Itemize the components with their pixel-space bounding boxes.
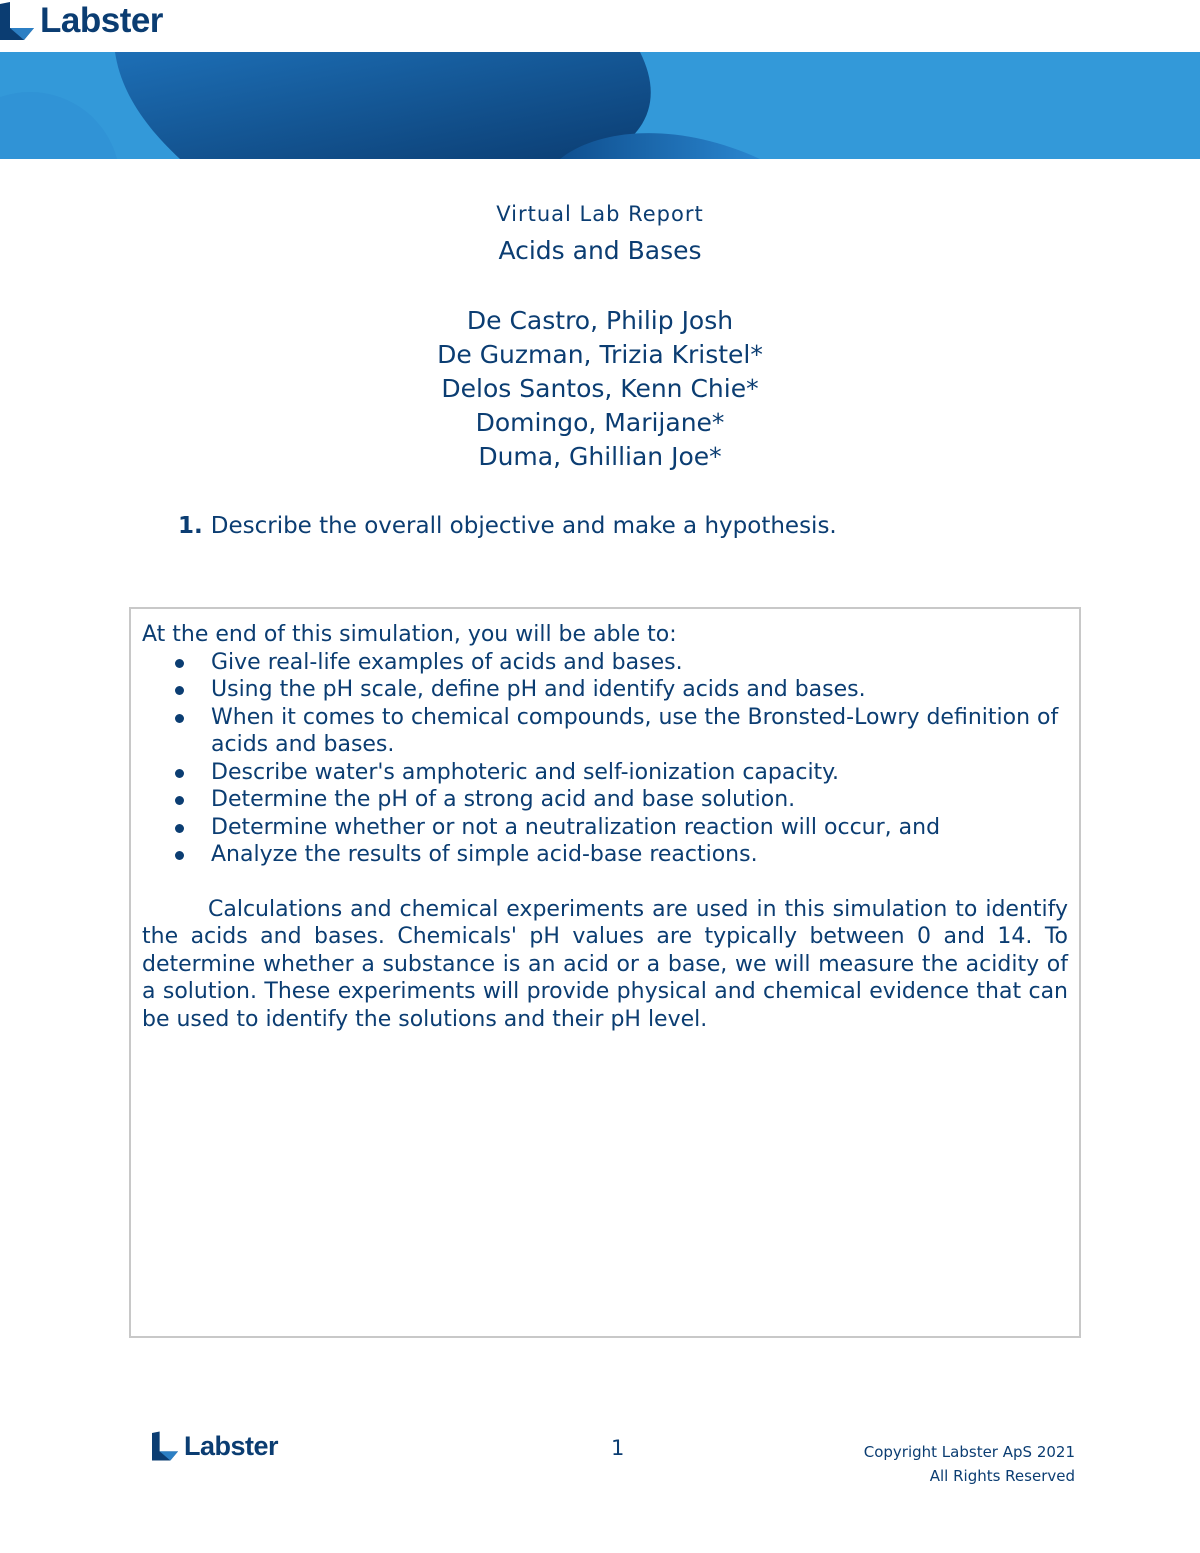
list-item: Determine whether or not a neutralization reaction will occur, and <box>211 814 1068 842</box>
list-item: Determine the pH of a strong acid and base solution. <box>211 786 1068 814</box>
labster-logo-icon <box>152 1431 178 1461</box>
list-item: Analyze the results of simple acid-base reactions. <box>211 841 1068 869</box>
labster-wordmark: Labster <box>184 1430 279 1461</box>
labster-logo-header <box>0 0 163 42</box>
header-banner <box>0 52 1200 159</box>
author-name: De Castro, Philip Josh <box>466 306 734 335</box>
author-name: Duma, Ghillian Joe* <box>478 442 722 471</box>
question-text: Describe the overall objective and make a hypothesis. <box>210 513 837 539</box>
author-name: Delos Santos, Kenn Chie* <box>441 374 759 403</box>
answer-box[interactable] <box>129 607 1081 1338</box>
report-subtitle: Virtual Lab Report <box>496 202 704 226</box>
objectives-list <box>142 649 1068 869</box>
question-number: 1. <box>178 513 203 539</box>
labster-wordmark: Labster <box>40 1 163 40</box>
banner-graphic <box>0 52 1200 159</box>
list-item: When it comes to chemical compounds, use the Bronsted-Lowry definition of acids and bases. <box>211 704 1068 759</box>
report-title: Acids and Bases <box>498 236 702 265</box>
list-item: Give real-life examples of acids and bases. <box>211 649 1068 677</box>
author-list <box>0 304 1200 474</box>
copyright-notice <box>864 1440 1075 1488</box>
list-item: Using the pH scale, define pH and identify acids and bases. <box>211 676 1068 704</box>
labster-logo-icon <box>0 2 34 40</box>
labster-logo-footer <box>152 1430 278 1462</box>
author-name: Domingo, Marijane* <box>475 408 725 437</box>
list-item: Describe water's amphoteric and self-ionization capacity. <box>211 759 1068 787</box>
author-name: De Guzman, Trizia Kristel* <box>437 340 763 369</box>
answer-paragraph: Calculations and chemical experiments are used in this simulation to identify the acids and bases. Chemicals' pH values are typically between 0 and 14. To determine whether a substance is an acid or a base, we will measure the acidity of a solution. These experiments will provide physical and chemical evidence that can be used to identify the solutions and their pH level. <box>142 896 1068 1032</box>
answer-intro: At the end of this simulation, you will be able to: <box>142 622 677 647</box>
page-number: 1 <box>611 1436 625 1460</box>
question-1 <box>178 513 837 539</box>
rights-text: All Rights Reserved <box>929 1467 1075 1485</box>
copyright-text: Copyright Labster ApS 2021 <box>863 1443 1075 1461</box>
